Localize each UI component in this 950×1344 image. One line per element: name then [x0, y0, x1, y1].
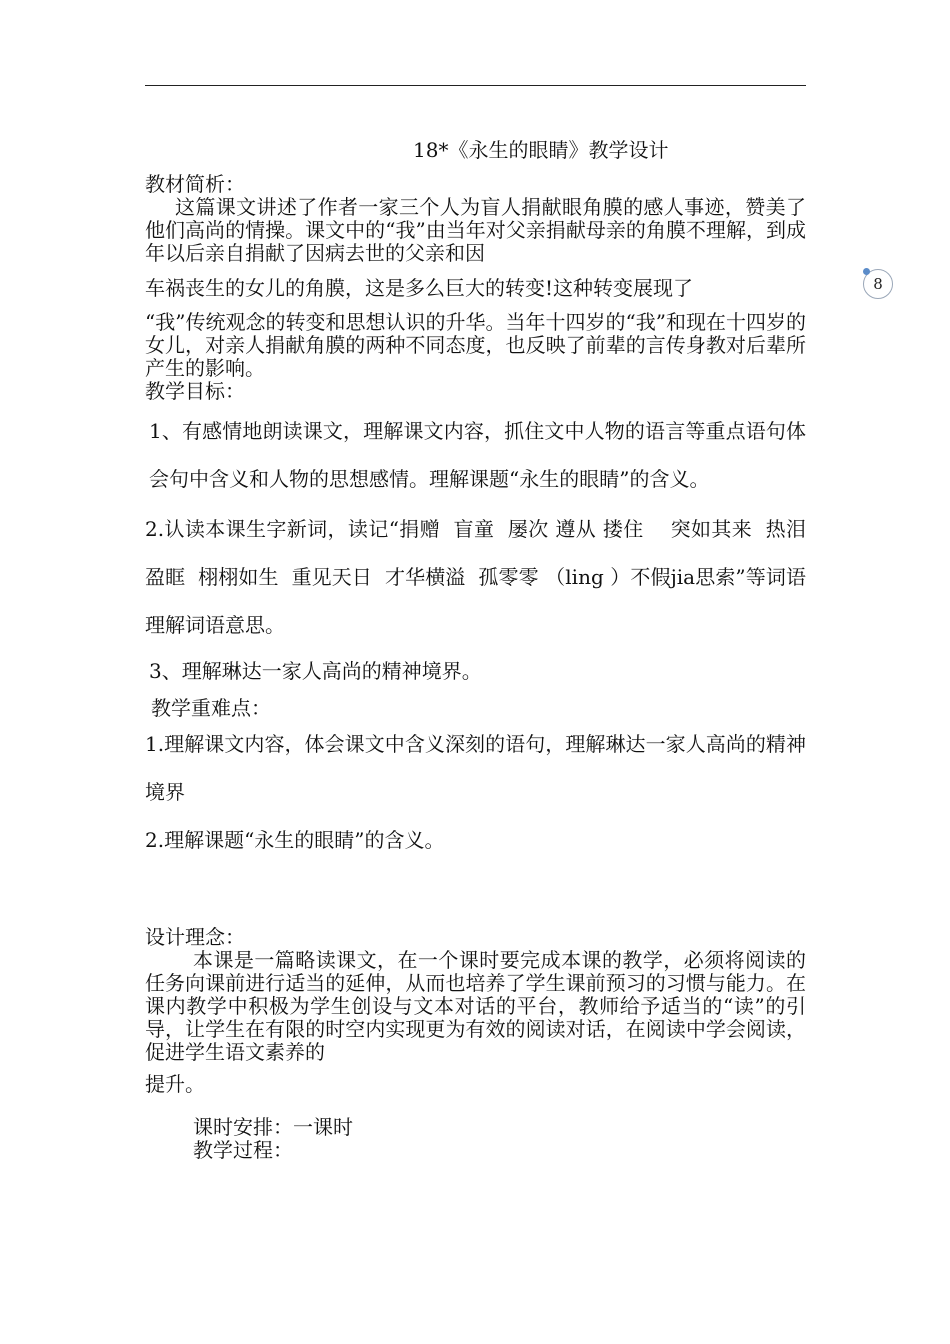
badge-dot-icon: [863, 268, 870, 275]
concept-paragraph: 本课是一篇略读课文，在一个课时要完成本课的教学，必须将阅读的任务向课前进行适当的延伸，从而也培养了学生课前预习的习惯与能力。在课内教学中积极为学生创设与文本对话的平台，教师给予适当的“读”的引导，让学生在有限的时空内实现更为有效的阅读对话，在阅读中学会阅读，促进学生语文素养的: [145, 948, 806, 1064]
keypoint-item-1: 1.理解课文内容，体会课文中含义深刻的语句，理解琳达一家人高尚的精神境界: [145, 732, 806, 804]
document-body: [145, 133, 806, 1162]
goal-item-2: 2.认读本课生字新词，读记“捐赠 盲童 屡次 遵从 搂住 突如其来 热泪盈眶 栩栩如生 重见天日 才华横溢 孤零零 （ling ）不假jia思索”等词语理解词语意思。: [145, 517, 806, 637]
analysis-paragraph-part1: 这篇课文讲述了作者一家三个人为盲人捐献眼角膜的感人事迹，赞美了他们高尚的情操。课文中的“我”由当年对父亲捐献母亲的角膜不理解，到成年以后亲自捐献了因病去世的父亲和因: [145, 195, 806, 265]
analysis-paragraph-part2: 车祸丧生的女儿的角膜，这是多么巨大的转变!这种转变展现了: [145, 276, 694, 300]
analysis-heading: 教材简析：: [145, 172, 245, 196]
concept-heading: 设计理念：: [145, 925, 245, 949]
header-rule: [145, 85, 806, 86]
goals-heading: 教学目标：: [145, 379, 245, 403]
process-heading: 教学过程：: [193, 1138, 293, 1162]
page-number-badge: [863, 269, 893, 299]
concept-paragraph-end: 提升。: [145, 1072, 205, 1096]
schedule-line: 课时安排：一课时: [193, 1115, 353, 1139]
document-title: 18*《永生的眼睛》教学设计: [413, 138, 669, 162]
page-number: 8: [873, 275, 883, 293]
analysis-paragraph-part3: “我”传统观念的转变和思想认识的升华。当年十四岁的“我”和现在十四岁的女儿，对亲人捐献角膜的两种不同态度，也反映了前辈的言传身教对后辈所产生的影响。: [145, 310, 806, 380]
goal-item-1: 1、有感情地朗读课文，理解课文内容，抓住文中人物的语言等重点语句体会句中含义和人物的思想感情。理解课题“永生的眼睛”的含义。: [149, 419, 806, 491]
keypoints-heading: 教学重难点：: [151, 696, 271, 720]
keypoint-item-2: 2.理解课题“永生的眼睛”的含义。: [145, 828, 445, 852]
goal-item-3: 3、理解琳达一家人高尚的精神境界。: [149, 659, 482, 683]
